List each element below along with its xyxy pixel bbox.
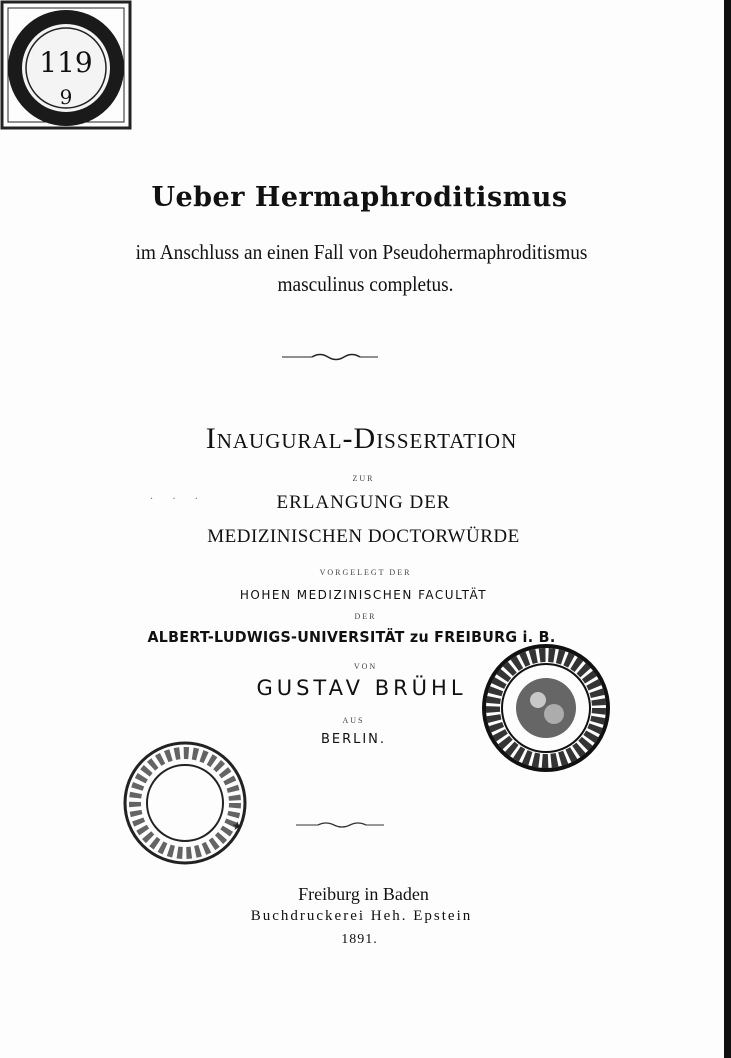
zur-label: ZUR xyxy=(352,474,375,483)
hometown: BERLIN. xyxy=(320,732,387,747)
page-edge-shadow xyxy=(724,0,731,1058)
dissertation-heading: Inaugural-Dissertation xyxy=(205,422,518,455)
svg-text:★: ★ xyxy=(232,819,243,833)
aus-label: AUS xyxy=(342,716,365,725)
subtitle-line-2: masculinus completus. xyxy=(277,272,454,296)
erlangung-line: ERLANGUNG DER xyxy=(276,492,451,513)
doctorwuerde-line: MEDIZINISCHEN DOCTORWÜRDE xyxy=(207,526,520,547)
subtitle-line-1: im Anschluss an einen Fall von Pseudohermaphroditismus xyxy=(135,240,588,264)
ornament-divider xyxy=(282,352,378,362)
main-title: Ueber Hermaphroditismus xyxy=(151,182,568,213)
author-name: GUSTAV BRÜHL xyxy=(256,676,467,700)
stray-dots: · · · xyxy=(150,494,206,505)
publisher-city: Freiburg in Baden xyxy=(298,884,429,904)
accademia-medica-seal-icon xyxy=(120,738,250,868)
der-label: DER xyxy=(354,612,377,621)
publication-year: 1891. xyxy=(341,932,378,947)
seal-sub-number: 9 xyxy=(59,85,73,109)
faculty-line: HOHEN MEDIZINISCHEN FACULTÄT xyxy=(239,588,488,602)
vorgelegt-label: VORGELEGT DER xyxy=(319,568,412,577)
von-label: VON xyxy=(353,662,378,671)
seal-shelf-number: 119 xyxy=(39,46,93,79)
biblioteca-medica-seal-icon xyxy=(480,642,612,774)
ornament-divider-lower xyxy=(296,820,384,830)
university-line: ALBERT-LUDWIGS-UNIVERSITÄT zu FREIBURG i. B. xyxy=(147,628,556,646)
library-seal-icon xyxy=(0,0,132,130)
publisher-name: Buchdruckerei Heh. Epstein xyxy=(250,908,473,924)
